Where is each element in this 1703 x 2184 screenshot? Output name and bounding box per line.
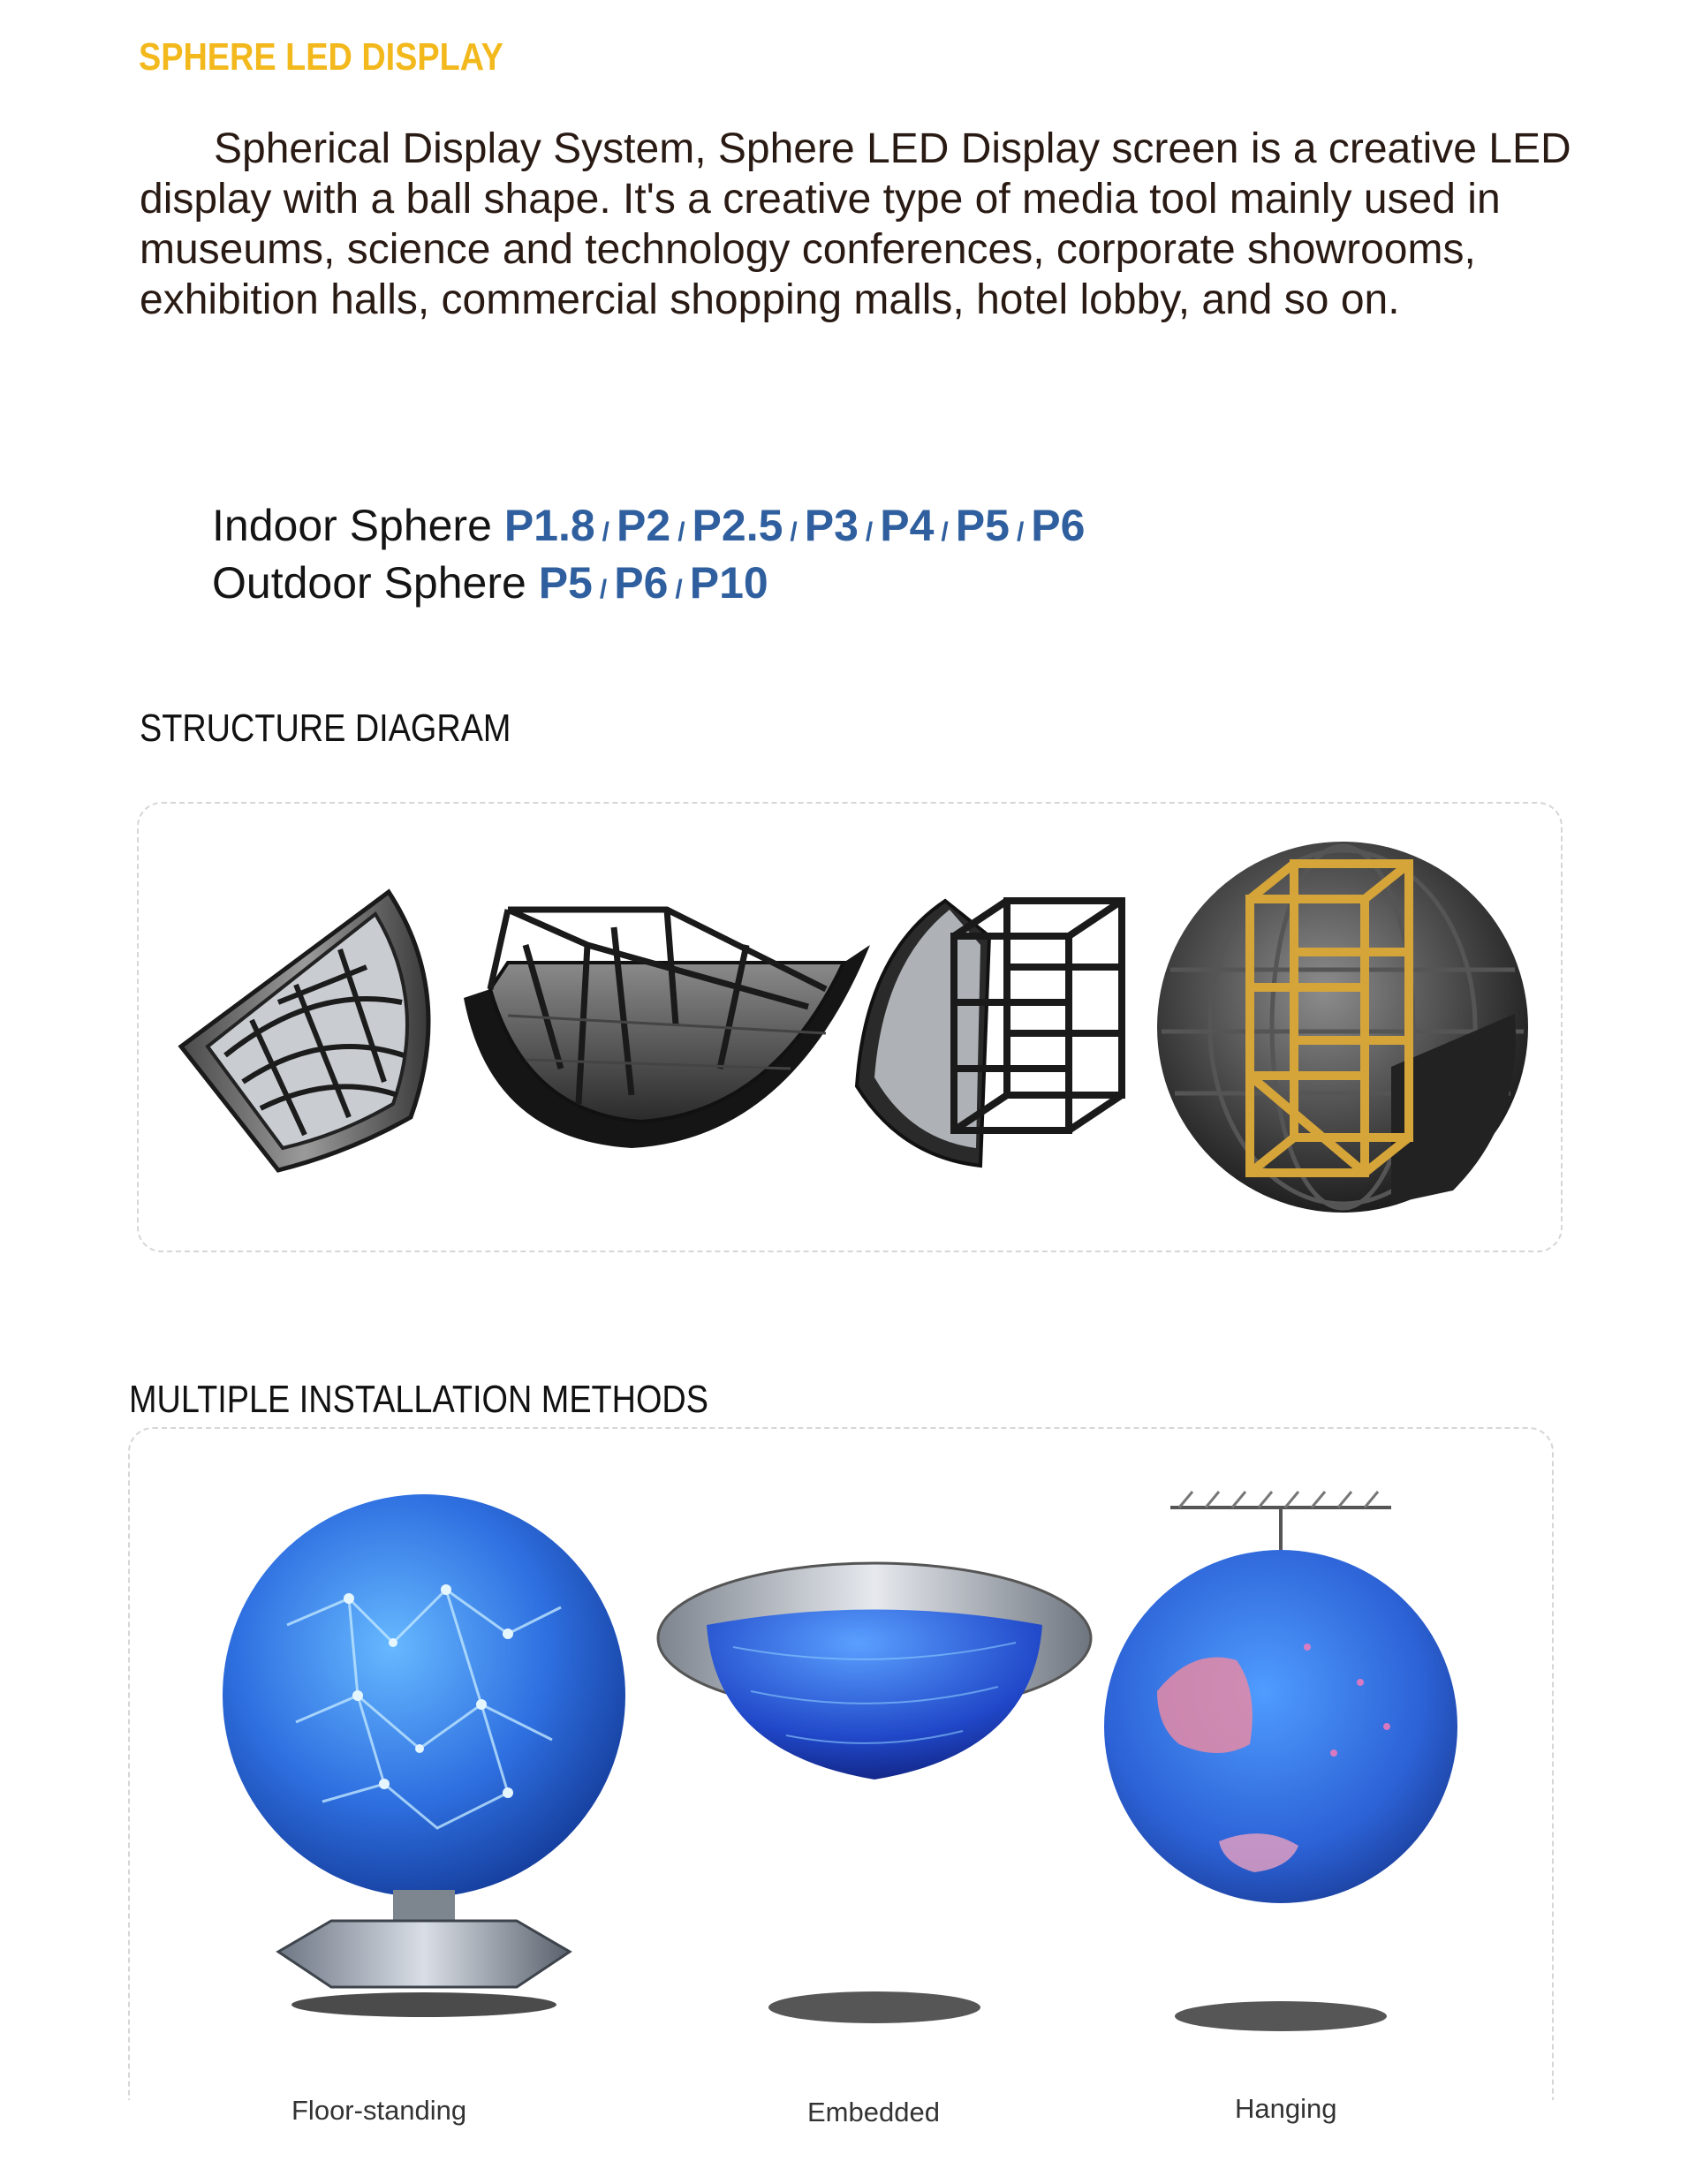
- structure-diagram-heading: STRUCTURE DIAGRAM: [140, 707, 511, 750]
- spec-separator: /: [941, 518, 949, 547]
- structure-frame-segment-illustration: [848, 883, 1139, 1175]
- spec-separator: /: [675, 575, 683, 604]
- pixel-pitch-code: P2.5: [692, 501, 783, 550]
- structure-full-sphere-illustration: [1153, 837, 1533, 1217]
- structure-quarter-segment-illustration: [172, 888, 446, 1179]
- intro-paragraph: Spherical Display System, Sphere LED Display screen is a creative LED display with a ball shape. It's a creative type of media tool mainly used in museums, science and technology conferences, corporate showrooms, exhibition halls, commercial shopping malls, hotel lobby, and so on.: [140, 125, 1571, 323]
- spec-separator: /: [599, 575, 608, 604]
- pixel-pitch-code: P6: [1031, 501, 1086, 550]
- spec-separator: /: [790, 518, 798, 547]
- hanging-sphere-illustration: [1095, 1488, 1466, 2036]
- floor-standing-sphere-illustration: [216, 1493, 632, 2031]
- pixel-pitch-code: P10: [689, 558, 768, 608]
- page-title: SPHERE LED DISPLAY: [139, 35, 503, 79]
- pixel-pitch-code: P4: [880, 501, 935, 550]
- pixel-pitch-code: P2: [617, 501, 671, 550]
- outdoor-spec-line: [212, 557, 768, 608]
- outdoor-spec-label: Outdoor Sphere: [212, 558, 526, 608]
- spec-separator: /: [865, 518, 874, 547]
- indoor-spec-line: [212, 500, 1085, 551]
- structure-half-segment-illustration: [455, 892, 870, 1157]
- embedded-caption: Embedded: [807, 2097, 940, 2127]
- spec-separator: /: [1016, 518, 1025, 547]
- pixel-pitch-code: P6: [614, 558, 669, 608]
- pixel-pitch-code: P5: [538, 558, 593, 608]
- installation-methods-heading: MULTIPLE INSTALLATION METHODS: [129, 1378, 708, 1421]
- outdoor-spec-codes: [539, 558, 768, 608]
- pixel-pitch-code: P3: [804, 501, 859, 550]
- hanging-caption: Hanging: [1235, 2093, 1337, 2124]
- indoor-spec-codes: [504, 501, 1086, 550]
- spec-separator: /: [602, 518, 610, 547]
- pixel-pitch-code: P1.8: [503, 501, 595, 550]
- indoor-spec-label: Indoor Sphere: [212, 501, 492, 550]
- pixel-pitch-code: P5: [955, 501, 1010, 550]
- floor-standing-caption: Floor-standing: [291, 2095, 467, 2126]
- embedded-sphere-illustration: [654, 1541, 1095, 2036]
- spec-separator: /: [677, 518, 685, 547]
